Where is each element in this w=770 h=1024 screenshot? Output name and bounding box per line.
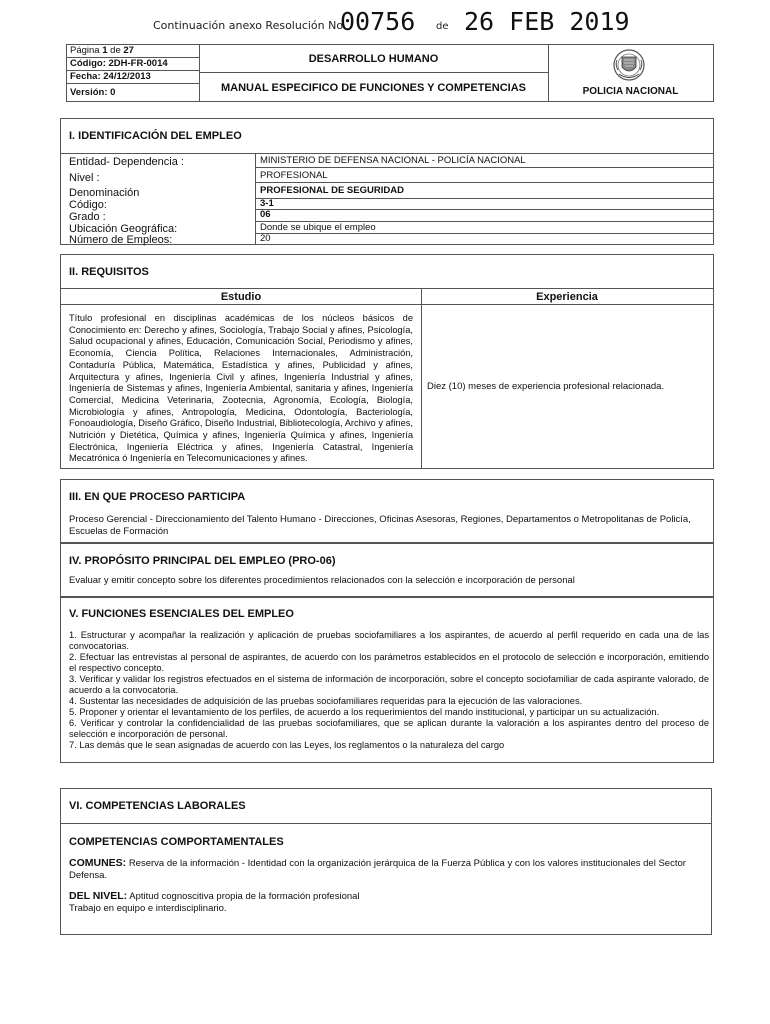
value-nivel: PROFESIONAL (260, 170, 328, 181)
institution-name: POLICIA NACIONAL (582, 86, 679, 97)
function-item: 3. Verificar y validar los registros efectuados en el sistema de información de incorporación, sobre el concepto sociofamiliar de cada aspirante valorado, de acuerdo a la convocatoria. (69, 674, 709, 695)
label-denominacion: Denominación (69, 187, 140, 199)
value-numero-empleos: 20 (260, 233, 271, 244)
de-label: de (436, 21, 449, 32)
area-title: DESARROLLO HUMANO (308, 53, 439, 65)
label-grado: Grado : (69, 211, 106, 223)
function-item: 4. Sustentar las necesidades de adquisición de las pruebas sociofamiliares requeridas para la ejecución de las valoraciones. (69, 696, 583, 706)
police-shield-icon (610, 48, 648, 84)
section-competencias-header (60, 788, 712, 824)
functions-list (69, 630, 709, 751)
label-entidad: Entidad- Dependencia : (69, 156, 184, 168)
study-text: Título profesional en disciplinas académicas de los núcleos básicos de Conocimiento en: Derecho y afines, Sociología, Trabajo Social y afines, Psicología, Salud ocupacional y afines, Educación, Comunicación Social, Periodismo y afines, Economía, Ciencia Política, Relaciones Internacionales, Administración, Contaduría Pública, Matemática, Estadística y afines, Publicidad y afines, Arquitectura y afines, Ingeniería Civil y afines, Ingeniería Industrial y afines, Ingeniería de Sistemas y afines, Ingeniería Ambiental, sanitaria y afines, Ingeniería Comercial, Medicina Veterinaria, Zootecnia, Agronomía, Ecología, Biología, Microbiología y afines, Antropología, Medicina, Odontología, Bacteriología, Fonoaudiología, Diseño Gráfico, Diseño Industrial, Bibliotecología, Archivo y afines, Nutrición y Dietética, Química y afines, Ingeniería Química y afines, Ingeniería Electrónica, Ingeniería Eléctrica y afines, Ingeniería Catastral, Ingeniería Mecatrónica ó Ingeniería en Telecomunicaciones y afines. (69, 313, 413, 464)
value-ubicacion: Donde se ubique el empleo (260, 222, 376, 233)
label-numero-empleos: Número de Empleos: (69, 234, 173, 246)
section-funciones (60, 597, 714, 763)
section-title: I. IDENTIFICACIÓN DEL EMPLEO (69, 130, 242, 142)
section-requisitos (60, 254, 714, 469)
section-title: III. EN QUE PROCESO PARTICIPA (69, 491, 246, 503)
label-ubicacion: Ubicación Geográfica: (69, 223, 178, 235)
value-grado: 06 (260, 209, 271, 220)
section-proceso (60, 479, 714, 543)
continuation-label: Continuación anexo Resolución No. (153, 19, 347, 32)
nivel-block: DEL NIVEL: Aptitud cognoscitiva propia de la formación profesional Trabajo en equipo e interdisciplinario. (69, 890, 360, 914)
page-indicator: Página 1 de 27 (70, 45, 134, 56)
document-header (66, 44, 714, 102)
experience-text: Diez (10) meses de experiencia profesional relacionada. (427, 381, 665, 392)
function-item: 7. Las demás que le sean asignadas de acuerdo con las Leyes, los reglamentos o la naturaleza del cargo (69, 740, 505, 750)
process-text: Proceso Gerencial - Direccionamiento del Talento Humano - Direcciones, Oficinas Asesoras, Regiones, Departamentos o Metropolitanas de Policía, Escuelas de Formación (69, 514, 691, 537)
value-denominacion: PROFESIONAL DE SEGURIDAD (260, 185, 404, 196)
function-item: 6. Verificar y controlar la confidencialidad de las pruebas sociofamiliares, que se aplican durante la valoración a los aspirantes dentro del proceso de selección e incorporación de personal. (69, 718, 709, 739)
competencies-subtitle: COMPETENCIAS COMPORTAMENTALES (69, 836, 284, 848)
value-entidad: MINISTERIO DE DEFENSA NACIONAL - POLICÍA NACIONAL (260, 155, 526, 166)
function-item: 2. Efectuar las entrevistas al personal de aspirantes, de acuerdo con los parámetros establecidos en el protocolo de selección e incorporación, emitiendo el respectivo concepto. (69, 652, 709, 673)
section-title: VI. COMPETENCIAS LABORALES (69, 800, 246, 812)
value-codigo: 3-1 (260, 198, 274, 209)
document-version: Versión: 0 (70, 87, 116, 98)
function-item: 1. Estructurar y acompañar la realización y aplicación de pruebas sociofamiliares a los aspirantes, de acuerdo al perfil requerido en cada una de las convocatorias. (69, 630, 709, 651)
document-code: Código: 2DH-FR-0014 (70, 58, 168, 69)
section-identificacion (60, 118, 714, 245)
experience-header: Experiencia (536, 291, 598, 303)
section-title: II. REQUISITOS (69, 266, 149, 278)
section-competencias-body (60, 823, 712, 935)
purpose-text: Evaluar y emitir concepto sobre los diferentes procedimientos relacionados con la selección e incorporación de personal (69, 575, 575, 586)
comunes-block: COMUNES: Reserva de la información - Identidad con la organización jerárquica de la Fuerza Pública y con los valores institucionales del Sector Defensa. (69, 857, 686, 881)
resolution-number: 00756 (340, 7, 416, 36)
label-codigo: Código: (69, 199, 107, 211)
document-date: Fecha: 24/12/2013 (70, 71, 151, 82)
section-proposito (60, 543, 714, 597)
section-title: V. FUNCIONES ESENCIALES DEL EMPLEO (69, 608, 294, 620)
label-nivel: Nivel : (69, 172, 100, 184)
date-stamp: 26 FEB 2019 (464, 7, 630, 36)
study-header: Estudio (220, 291, 262, 303)
section-title: IV. PROPÓSITO PRINCIPAL DEL EMPLEO (PRO-06) (69, 555, 336, 567)
function-item: 5. Proponer y orientar el levantamiento de los perfiles, de acuerdo a los requerimientos del mando institucional, y participar un su actualización. (69, 707, 660, 717)
manual-title: MANUAL ESPECIFICO DE FUNCIONES Y COMPETENCIAS (221, 82, 526, 94)
